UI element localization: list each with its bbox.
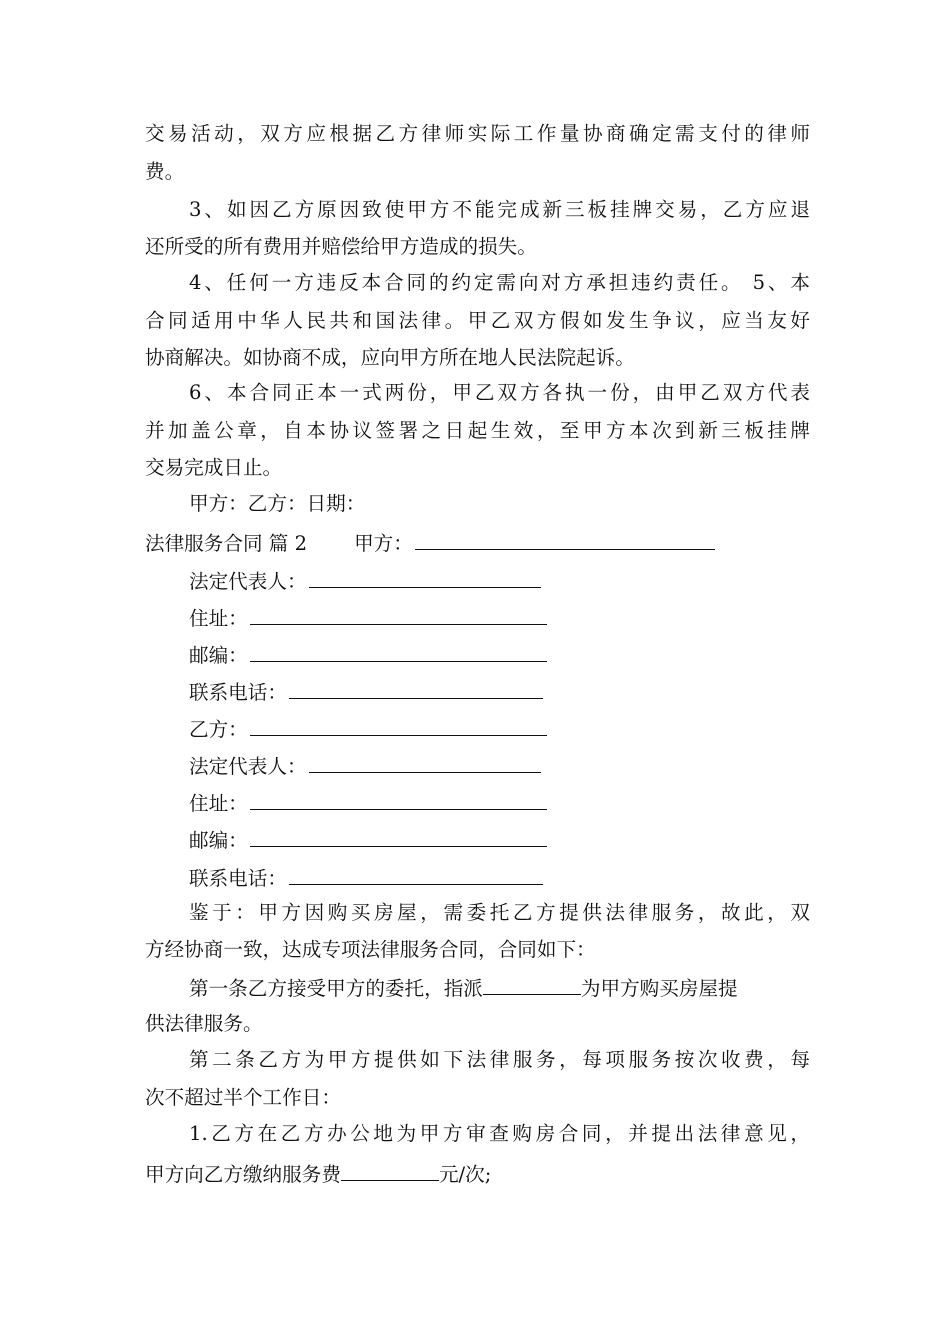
field-row [189, 641, 810, 665]
paragraph-line: 次不超过半个工作日： [145, 1086, 341, 1109]
paragraph-line: 协商解决。如协商不成，应向甲方所在地人民法院起诉。 [145, 346, 635, 369]
field-label: 联系电话： [189, 867, 287, 890]
article-1-text: 第一条乙方接受甲方的委托，指派 [189, 977, 483, 1000]
paragraph-line: 交易活动，双方应根据乙方律师实际工作量协商确定需支付的律师 [145, 122, 810, 145]
field-row [189, 789, 810, 813]
paragraph-line: 鉴于：甲方因购买房屋，需委托乙方提供法律服务，故此，双 [189, 901, 810, 924]
paragraph-line: 4、任何一方违反本合同的约定需向对方承担违约责任。 5、本 [189, 271, 810, 294]
paragraph-line: 第二条乙方为甲方提供如下法律服务，每项服务按次收费，每 [189, 1048, 810, 1071]
paragraph-line: 供法律服务。 [145, 1012, 263, 1035]
field-blank [250, 641, 547, 662]
article-1-text-after: 为甲方购买房屋提 [580, 977, 738, 1000]
field-row [189, 678, 810, 702]
paragraph-line: 6、本合同正本一式两份，甲乙双方各执一份，由甲乙双方代表 [189, 381, 810, 404]
field-label: 法定代表人： [189, 570, 307, 593]
paragraph-line: 费。 [145, 160, 185, 183]
contract-2-heading-row [145, 529, 810, 553]
field-label: 法定代表人： [189, 755, 307, 778]
paragraph-line: 还所受的所有费用并赔偿给甲方造成的损失。 [145, 235, 537, 258]
field-row [189, 826, 810, 850]
signature-line: 甲方：乙方：日期： [189, 492, 366, 515]
field-blank [309, 752, 541, 773]
item-1-unit: 元/次; [438, 1163, 492, 1186]
paragraph-line: 交易完成日止。 [145, 456, 283, 479]
item-1-fee-blank [341, 1160, 439, 1181]
field-row [189, 604, 810, 628]
paragraph-line: 合同适用中华人民共和国法律。甲乙双方假如发生争议，应当友好 [145, 309, 810, 332]
field-blank [309, 567, 541, 588]
article-1-blank [483, 974, 581, 995]
party-a-label: 甲方： [354, 532, 413, 555]
field-row [189, 567, 810, 591]
field-blank [289, 678, 543, 699]
field-row [189, 752, 810, 776]
field-blank [250, 789, 547, 810]
item-1-fee-line [145, 1160, 810, 1184]
item-1-text: 甲方向乙方缴纳服务费 [145, 1163, 341, 1186]
contract-2-heading: 法律服务合同 篇 2 [145, 532, 308, 555]
field-blank [250, 826, 547, 847]
field-label: 住址： [189, 792, 248, 815]
field-label: 邮编： [189, 829, 248, 852]
party-a-blank [415, 529, 715, 550]
field-row [189, 864, 810, 888]
field-label: 住址： [189, 607, 248, 630]
field-row [189, 715, 810, 739]
field-blank [250, 604, 547, 625]
article-1-line [189, 974, 810, 998]
field-blank [250, 715, 547, 736]
field-blank [289, 864, 543, 885]
paragraph-line: 3、如因乙方原因致使甲方不能完成新三板挂牌交易，乙方应退 [189, 198, 810, 221]
paragraph-line: 方经协商一致，达成专项法律服务合同，合同如下： [145, 938, 596, 961]
field-label: 邮编： [189, 644, 248, 667]
paragraph-line: 1.乙方在乙方办公地为甲方审查购房合同，并提出法律意见， [189, 1122, 810, 1145]
paragraph-line: 并加盖公章，自本协议签署之日起生效，至甲方本次到新三板挂牌 [145, 419, 810, 442]
field-label: 乙方： [189, 718, 248, 741]
field-label: 联系电话： [189, 681, 287, 704]
